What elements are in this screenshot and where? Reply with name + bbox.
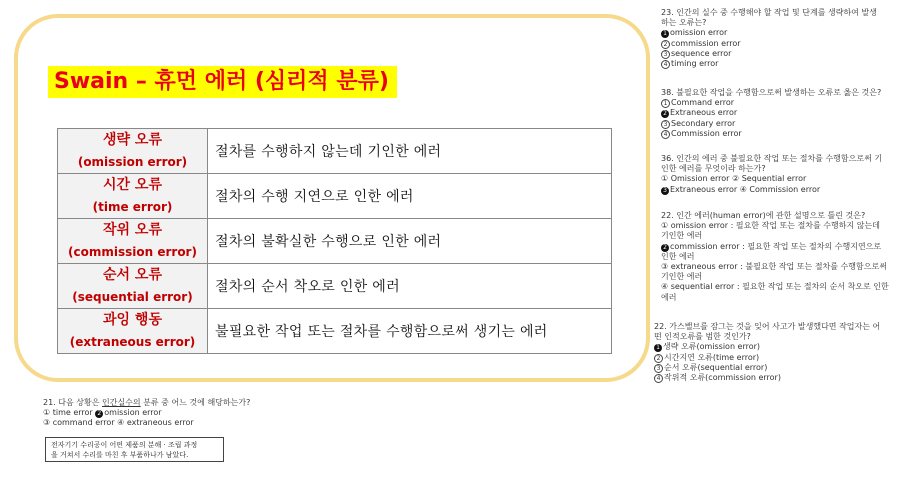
- question-22-gas-valve: [654, 322, 880, 383]
- scenario-text: 을 거쳐서 수리를 마친 후 부품하나가 남았다.: [51, 451, 189, 459]
- option-text: ④ Commission error: [737, 184, 821, 194]
- question-stem: 22. 인간 에러(human error)에 관한 설명으로 틀린 것은?: [661, 211, 866, 220]
- option-line: [661, 185, 882, 195]
- option-correct: [661, 28, 877, 38]
- question-stem: 떤 인적오류를 범한 것인가?: [654, 332, 751, 342]
- option-text: 에러: [661, 292, 677, 302]
- option-text: Commission error: [671, 128, 742, 138]
- option: [661, 129, 881, 139]
- filled-circle-1-icon: 1: [661, 30, 669, 38]
- category-cell: [58, 219, 208, 264]
- option-text: ① omission error : 필요한 작업 또는 절차를 수행하지 않는데: [661, 221, 880, 231]
- category-ko: 과잉 행동: [103, 311, 162, 328]
- option-text: 생략 오류(omission error): [663, 342, 761, 352]
- option-text: omission error: [670, 28, 728, 38]
- question-stem: 23. 인간의 실수 중 수행해야 할 작업 및 단계를 생략하여 발생: [661, 8, 877, 17]
- table-row: [58, 129, 612, 174]
- option-text: ④ sequential error : 필요한 작업 또는 절차의 순서 착오로 인한: [661, 282, 889, 292]
- category-cell: [58, 129, 208, 174]
- question-38: [661, 88, 881, 139]
- option: [661, 98, 881, 108]
- option-text: 기인한 에러: [661, 231, 703, 241]
- option: [654, 373, 880, 383]
- error-classification-table: [57, 128, 612, 354]
- category-ko: 생략 오류: [103, 131, 162, 148]
- option-text: sequence error: [671, 48, 732, 58]
- option-line: ③ command error ④ extraneous error: [43, 418, 194, 428]
- table-row: [58, 309, 612, 354]
- table-row: [58, 264, 612, 309]
- stem-text: 21. 다음 상황은: [43, 398, 102, 407]
- stem-text: 분류 중 어느 것에 해당하는가?: [140, 398, 251, 407]
- option-text: 시간지연 오류(time error): [664, 352, 760, 362]
- category-en: (time error): [92, 200, 173, 215]
- description-cell: 절차를 수행하지 않는데 기인한 에러: [208, 129, 612, 174]
- option-text: timing error: [671, 59, 719, 69]
- table-row: [58, 219, 612, 264]
- question-23: [661, 8, 877, 69]
- question-22-human-error: [661, 211, 889, 303]
- question-stem: 36. 인간의 에러 중 불필요한 작업 또는 절차를 수행함으로써 기: [661, 154, 883, 163]
- option-text: ① time error: [43, 408, 96, 418]
- filled-circle-2-icon: 2: [661, 110, 669, 118]
- question-stem: 하는 오류는?: [661, 18, 707, 28]
- category-ko: 작위 오류: [103, 221, 162, 238]
- category-cell: [58, 309, 208, 354]
- table-row: [58, 174, 612, 219]
- category-ko: 순서 오류: [103, 266, 162, 283]
- option-text: ③ extraneous error : 불필요한 작업 또는 절차를 수행함으로써: [661, 262, 887, 272]
- filled-circle-2-icon: 2: [95, 410, 103, 418]
- option-text: 순서 오류(sequential error): [664, 362, 768, 372]
- option-text: omission error: [104, 408, 162, 418]
- option: [661, 49, 877, 59]
- scenario-box: [45, 437, 224, 462]
- category-en: (omission error): [77, 155, 188, 170]
- circled-2-icon: 2: [661, 40, 670, 49]
- circled-4-icon: 4: [661, 60, 670, 69]
- question-stem: [43, 398, 250, 408]
- question-stem: 38. 불필요한 작업을 수행함으로써 발생하는 오류로 옳은 것은?: [661, 88, 882, 97]
- question-stem: 인한 에러를 무엇이라 하는가?: [661, 164, 766, 174]
- option: [661, 39, 877, 49]
- option-text: commission error: [671, 38, 741, 48]
- category-en: (extraneous error): [69, 335, 196, 350]
- filled-circle-3-icon: 3: [661, 187, 669, 195]
- description-cell: 절차의 순서 착오로 인한 에러: [208, 264, 612, 309]
- filled-circle-2-icon: 2: [661, 244, 669, 252]
- circled-1-icon: 1: [661, 99, 670, 108]
- option-text: Secondary error: [671, 118, 736, 128]
- category-en: (commission error): [68, 245, 197, 260]
- description-cell: 절차의 수행 지연으로 인한 에러: [208, 174, 612, 219]
- filled-circle-1-icon: 1: [654, 344, 662, 352]
- circled-2-icon: 2: [654, 354, 663, 363]
- scenario-text: 전자기기 수리공이 어떤 제품의 분해 · 조립 과정: [51, 441, 198, 449]
- option-text: commission error : 필요한 작업 또는 절차의 수행지연으로: [670, 241, 882, 251]
- circled-3-icon: 3: [654, 364, 663, 373]
- option: [654, 363, 880, 373]
- circled-4-icon: 4: [661, 130, 670, 139]
- circled-3-icon: 3: [661, 50, 670, 59]
- option-line: ① Omission error ② Sequential error: [661, 174, 807, 184]
- option-text: Extraneous error: [670, 184, 738, 194]
- option-text: 인한 에러: [661, 251, 695, 261]
- option-text: 기인한 에러: [661, 272, 703, 282]
- option: [661, 59, 877, 69]
- category-en: (sequential error): [72, 290, 193, 305]
- option-correct: [661, 108, 881, 118]
- option-text: Extraneous error: [670, 108, 738, 118]
- circled-4-icon: 4: [654, 374, 663, 383]
- description-cell: 불필요한 작업 또는 절차를 수행함으로써 생기는 에러: [208, 309, 612, 354]
- option-text: 작위적 오류(commission error): [664, 373, 781, 383]
- option: [661, 119, 881, 129]
- category-cell: [58, 264, 208, 309]
- option: [654, 353, 880, 363]
- question-stem: 22. 가스밸브를 잠그는 것을 잊어 사고가 발생했다면 작업자는 어: [654, 322, 881, 331]
- slide-title: Swain – 휴먼 에러 (심리적 분류): [48, 66, 397, 98]
- question-21: [43, 398, 250, 429]
- option-line: [43, 408, 250, 418]
- question-36: [661, 154, 882, 195]
- description-cell: 절차의 불확실한 수행으로 인한 에러: [208, 219, 612, 264]
- option-correct: [661, 242, 889, 252]
- circled-3-icon: 3: [661, 120, 670, 129]
- stem-underlined: 인간실수의: [102, 398, 141, 407]
- option-text: Command error: [671, 98, 735, 108]
- option-correct: [654, 342, 880, 352]
- category-ko: 시간 오류: [103, 176, 162, 193]
- category-cell: [58, 174, 208, 219]
